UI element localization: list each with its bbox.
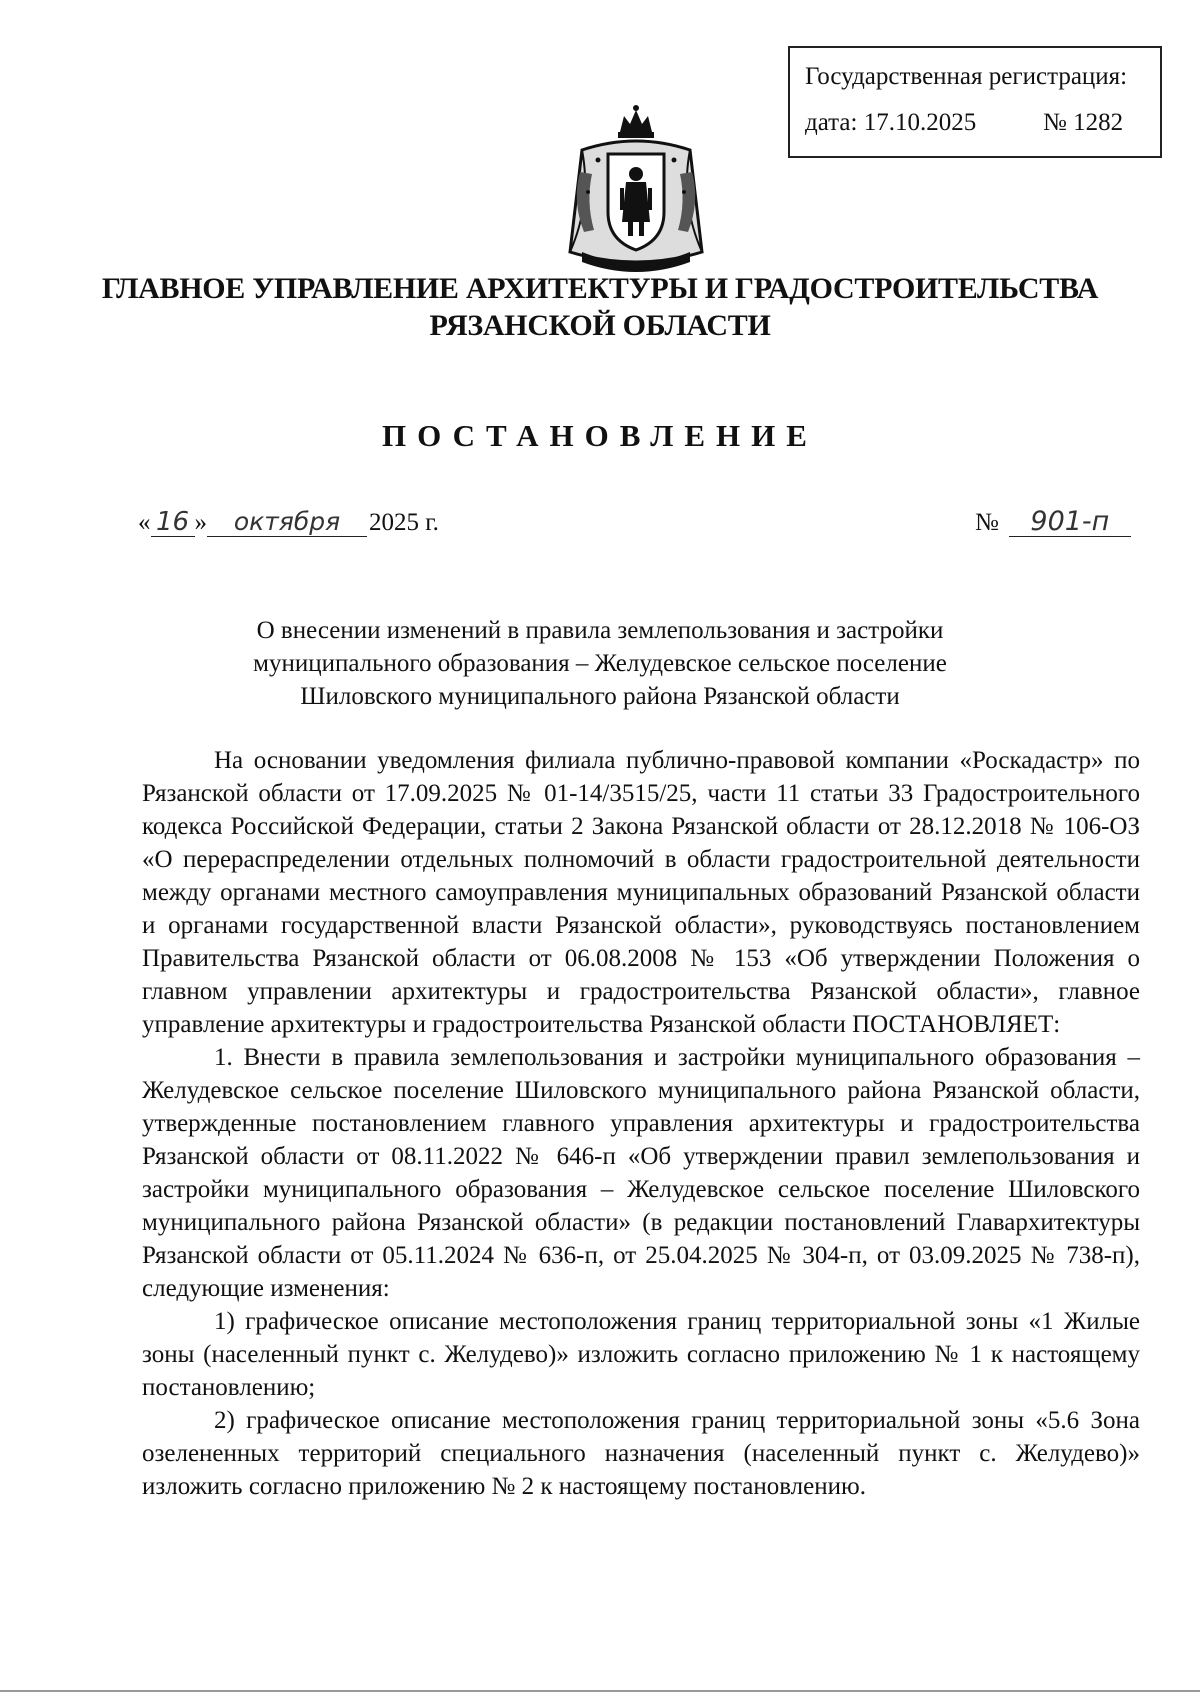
registration-date: дата: 17.10.2025 (805, 109, 977, 136)
registration-title: Государственная регистрация: (805, 63, 1128, 90)
preamble-paragraph: На основании уведомления филиала публично-правовой компании «Роскадастр» по Рязанской области от 17.09.2025 № 01-14/3515/25, части 11 статьи 33 Градостроительного кодекса Российской Федерации, статьи 2 Закона Рязанской области от 28.12.2018 № 106-ОЗ «О перераспределении отдельных полномочий в области градостроительной деятельности между органами местного самоуправления муниципальных образований Рязанской области и органами государственной власти Рязанской области», руководствуясь постановлением Правительства Рязанской области от 06.08.2008 № 153 «Об утверждении Положения о главном управлении архитектуры и градостроительства Рязанской области», главное управление архитектуры и градостроительства Рязанской области ПОСТАНОВЛЯЕТ: (142, 747, 1140, 1038)
document-number-prefix: № (975, 509, 999, 536)
date-year: 2025 г. (369, 509, 439, 536)
date-open-quote: « (138, 509, 151, 536)
date-close-quote: » (194, 509, 207, 536)
document-body (142, 744, 1140, 1503)
coat-of-arms-emblem (562, 102, 710, 280)
document-subject (150, 614, 1050, 713)
subitem-2-paragraph: 2) графическое описание местоположения границ территориальной зоны «5.6 Зона озелененных территорий специального назначения (населенный пункт с. Желудево)» изложить согласно приложению № 2 к настоящему постановлению. (142, 1407, 1140, 1500)
registration-number: № 1282 (1043, 109, 1124, 136)
document-number (975, 508, 1131, 537)
page-bottom-edge (0, 1690, 1200, 1692)
organization-title-line2: РЯЗАНСКОЙ ОБЛАСТИ (429, 309, 771, 342)
registration-stamp (788, 46, 1162, 158)
registration-details (805, 110, 1146, 135)
document-date (138, 508, 439, 537)
organization-title (100, 270, 1100, 344)
date-day-handwritten: 16 (151, 508, 195, 537)
subject-line2: муниципального образования – Желудевское сельское поселение (253, 650, 947, 677)
subject-line1: О внесении изменений в правила землепользования и застройки (256, 617, 944, 644)
subject-line3: Шиловского муниципального района Рязанской области (300, 683, 900, 710)
item-1-paragraph: 1. Внести в правила землепользования и застройки муниципального образования – Желудевское сельское поселение Шиловского муниципального района Рязанской области, утвержденные постановлением главного управления архитектуры и градостроительства Рязанской области от 08.11.2022 № 646-п «Об утверждении правил землепользования и застройки муниципального образования – Желудевское сельское поселение Шиловского муниципального района Рязанской области» (в редакции постановлений Главархитектуры Рязанской области от 05.11.2024 № 636-п, от 25.04.2025 № 304-п, от 03.09.2025 № 738-п), следующие изменения: (142, 1044, 1140, 1302)
subitem-1-paragraph: 1) графическое описание местоположения границ территориальной зоны «1 Жилые зоны (населенный пункт с. Желудево)» изложить согласно приложению № 1 к настоящему постановлению; (142, 1308, 1140, 1401)
date-month-handwritten: октября (207, 508, 367, 537)
document-number-handwritten: 901-п (1009, 508, 1131, 537)
organization-title-line1: ГЛАВНОЕ УПРАВЛЕНИЕ АРХИТЕКТУРЫ И ГРАДОСТРОИТЕЛЬСТВА (101, 272, 1099, 305)
document-type: ПОСТАНОВЛЕНИЕ (382, 418, 818, 453)
